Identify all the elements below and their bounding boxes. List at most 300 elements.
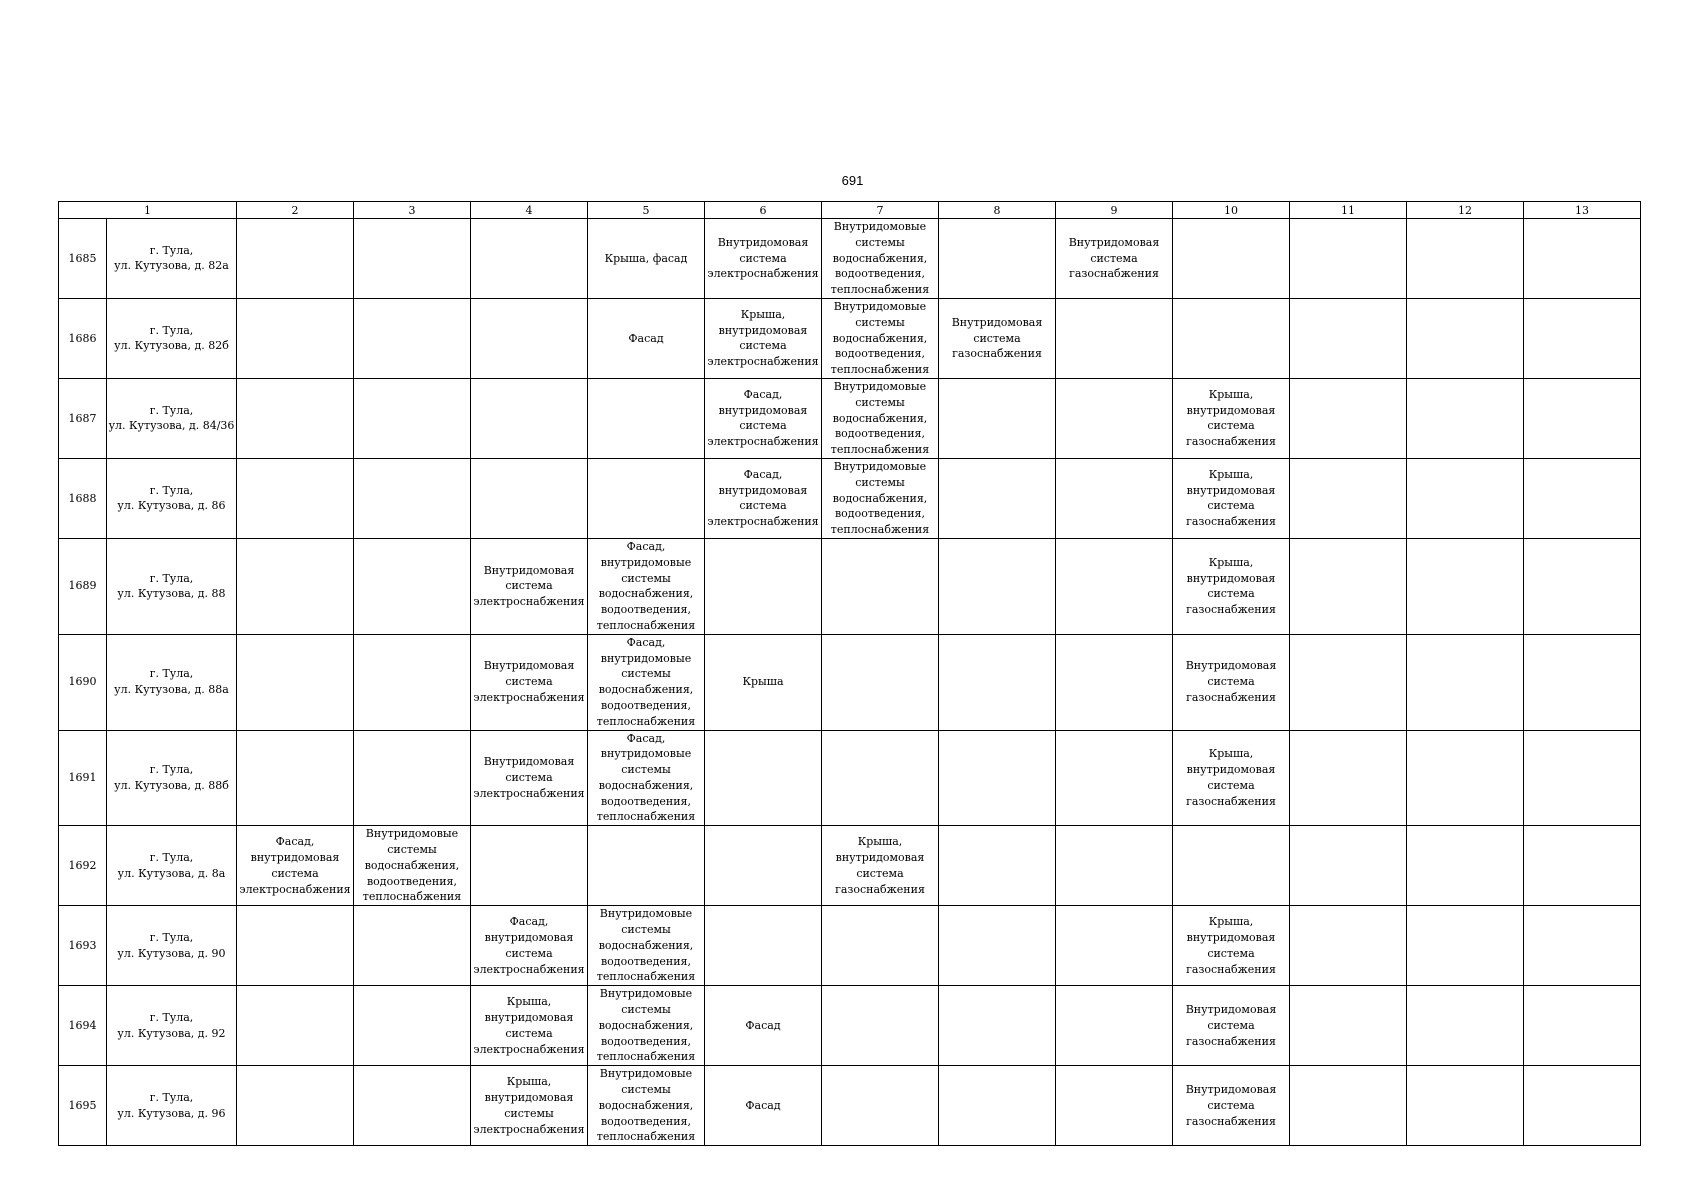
work-text-line: Фасад, <box>626 731 666 745</box>
table-row <box>59 378 1641 458</box>
work-text-line: водоснабжения, <box>832 251 928 265</box>
address-cell <box>107 986 237 1066</box>
address-line: ул. Кутузова, д. 86 <box>117 499 226 513</box>
address-line: ул. Кутузова, д. 82а <box>114 259 229 273</box>
work-text-line: водоснабжения, <box>598 938 694 952</box>
work-cell-col-10 <box>1173 906 1290 986</box>
work-text-line: газоснабжения <box>1186 1114 1276 1128</box>
work-text-line: Фасад <box>628 331 664 345</box>
work-text-line: Крыша, <box>1208 387 1254 401</box>
work-text-line: электроснабжения <box>473 691 585 704</box>
work-text-line: внутридомовая <box>1186 930 1276 944</box>
work-text-line: Внутридомовая <box>951 315 1043 329</box>
work-cell-col-5 <box>588 634 705 730</box>
work-cell-col-9 <box>1056 634 1173 730</box>
work-cell-col-9 <box>1056 730 1173 826</box>
address-line: ул. Кутузова, д. 84/36 <box>108 419 235 433</box>
work-cell-col-10 <box>1173 538 1290 634</box>
work-cell-col-7 <box>822 219 939 299</box>
work-text-line: Внутридомовые <box>833 299 927 313</box>
work-cell-col-8 <box>939 538 1056 634</box>
work-cell-col-8 <box>939 298 1056 378</box>
work-cell-col-12 <box>1407 378 1524 458</box>
work-cell-col-5 <box>588 730 705 826</box>
work-text-line: водоснабжения, <box>832 491 928 505</box>
address-cell <box>107 458 237 538</box>
work-text-line: газоснабжения <box>952 347 1042 361</box>
work-text-line: внутридомовые <box>600 747 692 761</box>
work-text-line: газоснабжения <box>1186 435 1276 449</box>
address-line: ул. Кутузова, д. 88а <box>114 683 229 697</box>
table-row <box>59 730 1641 826</box>
work-text-line: Внутридомовые <box>599 1067 693 1081</box>
work-cell-col-9 <box>1056 538 1173 634</box>
table-row <box>59 219 1641 299</box>
work-text-line: Фасад, <box>743 387 783 401</box>
work-cell-col-11 <box>1290 458 1407 538</box>
work-cell-col-6 <box>705 1066 822 1146</box>
address-cell <box>107 634 237 730</box>
work-cell-col-10 <box>1173 826 1290 906</box>
work-cell-col-12 <box>1407 1066 1524 1146</box>
work-text-line: теплоснабжения <box>596 1130 696 1144</box>
work-text-line: внутридомовая <box>484 1010 574 1024</box>
work-text-line: Фасад <box>745 1018 781 1032</box>
address-line: г. Тула, <box>149 403 194 417</box>
work-text-line: электроснабжения <box>473 962 585 976</box>
work-text-line: Крыша, <box>1208 555 1254 569</box>
work-cell-col-2 <box>237 906 354 986</box>
work-text-line: система <box>739 251 787 265</box>
work-cell-col-12 <box>1407 298 1524 378</box>
work-text-line: газоснабжения <box>1186 962 1276 976</box>
work-cell-col-13 <box>1524 219 1641 299</box>
work-text-line: Внутридомовые <box>833 379 927 393</box>
work-text-line: система <box>1207 778 1255 792</box>
work-text-line: системы <box>855 235 905 249</box>
work-text-line: Внутридомовая <box>483 563 575 577</box>
column-header-2: 2 <box>237 202 354 219</box>
work-text-line: Крыша, <box>1208 467 1254 481</box>
work-text-line: Внутридомовые <box>833 220 927 233</box>
work-cell-col-3 <box>354 730 471 826</box>
address-line: ул. Кутузова, д. 8а <box>117 866 226 880</box>
work-text-line: газоснабжения <box>1186 603 1276 617</box>
work-cell-col-7 <box>822 906 939 986</box>
work-text-line: внутридомовая <box>484 1090 574 1104</box>
address-line: г. Тула, <box>149 850 194 864</box>
work-text-line: электроснабжения <box>707 267 819 281</box>
address-line: г. Тула, <box>149 323 194 337</box>
work-cell-col-4 <box>471 1066 588 1146</box>
work-cell-col-4 <box>471 458 588 538</box>
work-text-line: Внутридомовые <box>599 987 693 1001</box>
work-text-line: система <box>1207 946 1255 960</box>
address-line: г. Тула, <box>149 483 194 497</box>
work-text-line: газоснабжения <box>1186 794 1276 808</box>
work-cell-col-5 <box>588 986 705 1066</box>
table-row <box>59 458 1641 538</box>
work-cell-col-12 <box>1407 634 1524 730</box>
work-cell-col-5 <box>588 298 705 378</box>
row-number: 1685 <box>59 219 107 299</box>
work-text-line: система <box>505 946 553 960</box>
work-text-line: теплоснабжения <box>596 970 696 984</box>
work-text-line: Внутридомовая <box>483 755 575 769</box>
work-text-line: теплоснабжения <box>830 283 930 297</box>
work-cell-col-7 <box>822 378 939 458</box>
work-text-line: теплоснабжения <box>596 714 696 728</box>
work-text-line: водоотведения, <box>834 507 925 521</box>
work-text-line: водоснабжения, <box>598 1098 694 1112</box>
table-row <box>59 538 1641 634</box>
work-text-line: система <box>739 339 787 353</box>
work-text-line: теплоснабжения <box>830 443 930 457</box>
work-text-line: система <box>973 331 1021 345</box>
work-cell-col-11 <box>1290 378 1407 458</box>
column-header-10: 10 <box>1173 202 1290 219</box>
work-cell-col-10 <box>1173 378 1290 458</box>
work-text-line: Фасад, <box>626 539 666 553</box>
work-cell-col-7 <box>822 538 939 634</box>
row-number: 1691 <box>59 730 107 826</box>
row-number: 1689 <box>59 538 107 634</box>
work-text-line: система <box>1090 251 1138 265</box>
work-cell-col-12 <box>1407 730 1524 826</box>
work-cell-col-12 <box>1407 906 1524 986</box>
work-cell-col-11 <box>1290 826 1407 906</box>
work-cell-col-6 <box>705 986 822 1066</box>
work-text-line: теплоснабжения <box>362 890 462 904</box>
table-row <box>59 1066 1641 1146</box>
work-text-line: электроснабжения <box>239 882 351 896</box>
work-cell-col-2 <box>237 458 354 538</box>
work-text-line: Фасад, <box>275 835 315 849</box>
work-cell-col-9 <box>1056 219 1173 299</box>
work-text-line: Крыша <box>742 675 784 689</box>
work-cell-col-13 <box>1524 298 1641 378</box>
work-text-line: теплоснабжения <box>596 810 696 824</box>
work-text-line: электроснабжения <box>707 515 819 529</box>
work-text-line: система <box>739 499 787 513</box>
work-cell-col-2 <box>237 986 354 1066</box>
work-cell-col-6 <box>705 826 822 906</box>
work-text-line: система <box>856 866 904 880</box>
work-text-line: системы <box>855 315 905 329</box>
work-cell-col-10 <box>1173 1066 1290 1146</box>
column-header-7: 7 <box>822 202 939 219</box>
work-cell-col-8 <box>939 458 1056 538</box>
row-number: 1686 <box>59 298 107 378</box>
work-text-line: Крыша, <box>506 1075 552 1089</box>
work-text-line: Внутридомовая <box>1068 235 1160 249</box>
work-text-line: Фасад, <box>743 467 783 481</box>
work-cell-col-13 <box>1524 378 1641 458</box>
work-text-line: электроснабжения <box>473 595 585 609</box>
address-line: ул. Кутузова, д. 88б <box>114 778 229 792</box>
work-cell-col-8 <box>939 378 1056 458</box>
work-cell-col-9 <box>1056 378 1173 458</box>
column-header-6: 6 <box>705 202 822 219</box>
address-line: ул. Кутузова, д. 92 <box>117 1026 226 1040</box>
table-row <box>59 826 1641 906</box>
work-text-line: внутридомовая <box>718 483 808 497</box>
row-number: 1695 <box>59 1066 107 1146</box>
row-number: 1694 <box>59 986 107 1066</box>
work-text-line: Внутридомовые <box>365 827 459 841</box>
work-text-line: система <box>739 419 787 433</box>
repair-schedule-table <box>58 201 1641 1146</box>
work-text-line: внутридомовая <box>484 930 574 944</box>
work-text-line: система <box>1207 1018 1255 1032</box>
work-cell-col-9 <box>1056 986 1173 1066</box>
work-text-line: внутридомовые <box>600 555 692 569</box>
work-text-line: системы <box>621 667 671 681</box>
work-text-line: внутридомовая <box>718 403 808 417</box>
work-cell-col-5 <box>588 1066 705 1146</box>
address-cell <box>107 219 237 299</box>
work-cell-col-9 <box>1056 906 1173 986</box>
work-cell-col-11 <box>1290 1066 1407 1146</box>
work-text-line: Внутридомовые <box>833 459 927 473</box>
row-number: 1692 <box>59 826 107 906</box>
work-text-line: электроснабжения <box>707 435 819 449</box>
work-text-line: системы <box>504 1106 554 1120</box>
work-text-line: водоснабжения, <box>598 778 694 792</box>
work-text-line: Внутридомовая <box>1185 1083 1277 1097</box>
work-cell-col-9 <box>1056 826 1173 906</box>
work-text-line: система <box>505 579 553 593</box>
work-cell-col-12 <box>1407 458 1524 538</box>
work-text-line: водоотведения, <box>600 1034 691 1048</box>
work-cell-col-2 <box>237 378 354 458</box>
address-cell <box>107 1066 237 1146</box>
work-text-line: внутридомовая <box>835 850 925 864</box>
address-line: г. Тула, <box>149 763 194 777</box>
work-text-line: газоснабжения <box>1069 267 1159 281</box>
work-text-line: внутридомовая <box>1186 571 1276 585</box>
work-cell-col-11 <box>1290 538 1407 634</box>
work-cell-col-4 <box>471 298 588 378</box>
row-number: 1693 <box>59 906 107 986</box>
work-cell-col-5 <box>588 378 705 458</box>
work-cell-col-13 <box>1524 538 1641 634</box>
work-text-line: внутридомовая <box>250 850 340 864</box>
work-cell-col-2 <box>237 298 354 378</box>
work-cell-col-7 <box>822 458 939 538</box>
work-cell-col-4 <box>471 378 588 458</box>
work-cell-col-6 <box>705 298 822 378</box>
work-cell-col-8 <box>939 730 1056 826</box>
column-header-8: 8 <box>939 202 1056 219</box>
address-line: ул. Кутузова, д. 90 <box>117 946 226 960</box>
work-cell-col-7 <box>822 826 939 906</box>
work-text-line: система <box>1207 675 1255 689</box>
column-header-4: 4 <box>471 202 588 219</box>
work-cell-col-8 <box>939 219 1056 299</box>
table-row <box>59 906 1641 986</box>
work-text-line: системы <box>621 923 671 937</box>
work-text-line: теплоснабжения <box>830 523 930 537</box>
header-row <box>59 202 1641 219</box>
table-row <box>59 634 1641 730</box>
work-cell-col-13 <box>1524 730 1641 826</box>
work-cell-col-2 <box>237 1066 354 1146</box>
work-text-line: газоснабжения <box>1186 1034 1276 1048</box>
work-text-line: водоотведения, <box>834 267 925 281</box>
work-text-line: Крыша, <box>1208 747 1254 761</box>
work-cell-col-4 <box>471 986 588 1066</box>
work-cell-col-4 <box>471 826 588 906</box>
work-text-line: водоотведения, <box>600 603 691 617</box>
work-text-line: Внутридомовые <box>599 907 693 921</box>
address-line: г. Тула, <box>149 930 194 944</box>
work-cell-col-2 <box>237 634 354 730</box>
work-text-line: газоснабжения <box>1186 691 1276 704</box>
address-cell <box>107 826 237 906</box>
work-cell-col-3 <box>354 219 471 299</box>
address-line: ул. Кутузова, д. 96 <box>117 1106 226 1120</box>
work-cell-col-5 <box>588 906 705 986</box>
column-header-13: 13 <box>1524 202 1641 219</box>
work-text-line: система <box>505 1026 553 1040</box>
work-cell-col-13 <box>1524 906 1641 986</box>
work-cell-col-9 <box>1056 458 1173 538</box>
address-cell <box>107 906 237 986</box>
table-body <box>59 219 1641 1146</box>
work-text-line: внутридомовая <box>1186 763 1276 777</box>
work-text-line: Внутридомовая <box>717 235 809 249</box>
work-cell-col-5 <box>588 219 705 299</box>
work-cell-col-5 <box>588 826 705 906</box>
address-line: г. Тула, <box>149 1090 194 1104</box>
work-cell-col-6 <box>705 378 822 458</box>
work-cell-col-13 <box>1524 826 1641 906</box>
work-cell-col-12 <box>1407 826 1524 906</box>
work-cell-col-11 <box>1290 298 1407 378</box>
address-line: ул. Кутузова, д. 82б <box>114 339 229 353</box>
work-cell-col-3 <box>354 538 471 634</box>
work-text-line: системы <box>621 763 671 777</box>
work-cell-col-3 <box>354 986 471 1066</box>
address-cell <box>107 378 237 458</box>
column-header-11: 11 <box>1290 202 1407 219</box>
work-cell-col-6 <box>705 458 822 538</box>
work-cell-col-12 <box>1407 538 1524 634</box>
work-text-line: система <box>505 675 553 689</box>
work-text-line: Внутридомовая <box>1185 659 1277 673</box>
work-cell-col-7 <box>822 634 939 730</box>
work-cell-col-3 <box>354 634 471 730</box>
work-cell-col-6 <box>705 538 822 634</box>
work-text-line: внутридомовая <box>718 323 808 337</box>
work-cell-col-3 <box>354 378 471 458</box>
address-cell <box>107 538 237 634</box>
work-text-line: водоотведения, <box>366 874 457 888</box>
work-cell-col-3 <box>354 826 471 906</box>
address-cell <box>107 298 237 378</box>
work-text-line: водоотведения, <box>600 954 691 968</box>
work-text-line: внутридомовая <box>1186 403 1276 417</box>
column-header-9: 9 <box>1056 202 1173 219</box>
work-cell-col-12 <box>1407 986 1524 1066</box>
address-line: ул. Кутузова, д. 88 <box>117 587 226 601</box>
work-text-line: внутридомовые <box>600 651 692 665</box>
work-cell-col-11 <box>1290 986 1407 1066</box>
work-text-line: Крыша, <box>506 995 552 1009</box>
page-number: 691 <box>841 173 864 188</box>
work-text-line: Внутридомовая <box>1185 1003 1277 1017</box>
work-cell-col-7 <box>822 986 939 1066</box>
work-cell-col-10 <box>1173 298 1290 378</box>
work-cell-col-2 <box>237 826 354 906</box>
work-text-line: Фасад, <box>509 915 549 929</box>
work-cell-col-6 <box>705 634 822 730</box>
work-cell-col-5 <box>588 458 705 538</box>
work-text-line: теплоснабжения <box>596 1050 696 1064</box>
work-text-line: теплоснабжения <box>830 363 930 377</box>
address-cell <box>107 730 237 826</box>
work-text-line: системы <box>855 395 905 409</box>
work-text-line: система <box>1207 419 1255 433</box>
work-text-line: теплоснабжения <box>596 618 696 632</box>
work-text-line: системы <box>621 1083 671 1097</box>
work-cell-col-6 <box>705 730 822 826</box>
address-line: г. Тула, <box>149 1010 194 1024</box>
work-cell-col-8 <box>939 906 1056 986</box>
work-cell-col-8 <box>939 634 1056 730</box>
work-cell-col-6 <box>705 219 822 299</box>
work-cell-col-7 <box>822 298 939 378</box>
table-row <box>59 986 1641 1066</box>
work-text-line: Фасад <box>745 1098 781 1112</box>
work-cell-col-2 <box>237 219 354 299</box>
row-number: 1688 <box>59 458 107 538</box>
work-text-line: система <box>1207 587 1255 601</box>
work-cell-col-3 <box>354 458 471 538</box>
work-text-line: системы <box>621 571 671 585</box>
work-text-line: Внутридомовая <box>483 659 575 673</box>
work-text-line: водоснабжения, <box>832 331 928 345</box>
address-line: г. Тула, <box>149 571 194 585</box>
work-text-line: системы <box>855 475 905 489</box>
work-text-line: электроснабжения <box>473 1042 585 1056</box>
work-text-line: водоснабжения, <box>598 587 694 601</box>
work-cell-col-11 <box>1290 906 1407 986</box>
work-text-line: электроснабжения <box>473 786 585 800</box>
table-row <box>59 298 1641 378</box>
work-text-line: водоотведения, <box>600 1114 691 1128</box>
address-line: г. Тула, <box>149 667 194 681</box>
work-text-line: водоотведения, <box>600 698 691 712</box>
work-cell-col-3 <box>354 1066 471 1146</box>
work-cell-col-4 <box>471 906 588 986</box>
work-cell-col-13 <box>1524 634 1641 730</box>
work-cell-col-13 <box>1524 986 1641 1066</box>
work-cell-col-11 <box>1290 634 1407 730</box>
work-text-line: водоотведения, <box>600 794 691 808</box>
work-cell-col-8 <box>939 826 1056 906</box>
work-text-line: системы <box>387 843 437 857</box>
work-cell-col-10 <box>1173 458 1290 538</box>
work-cell-col-8 <box>939 1066 1056 1146</box>
work-text-line: водоотведения, <box>834 427 925 441</box>
work-cell-col-10 <box>1173 730 1290 826</box>
work-text-line: газоснабжения <box>835 882 925 896</box>
work-text-line: Крыша, фасад <box>604 251 688 265</box>
work-text-line: водоснабжения, <box>364 858 460 872</box>
work-cell-col-4 <box>471 219 588 299</box>
